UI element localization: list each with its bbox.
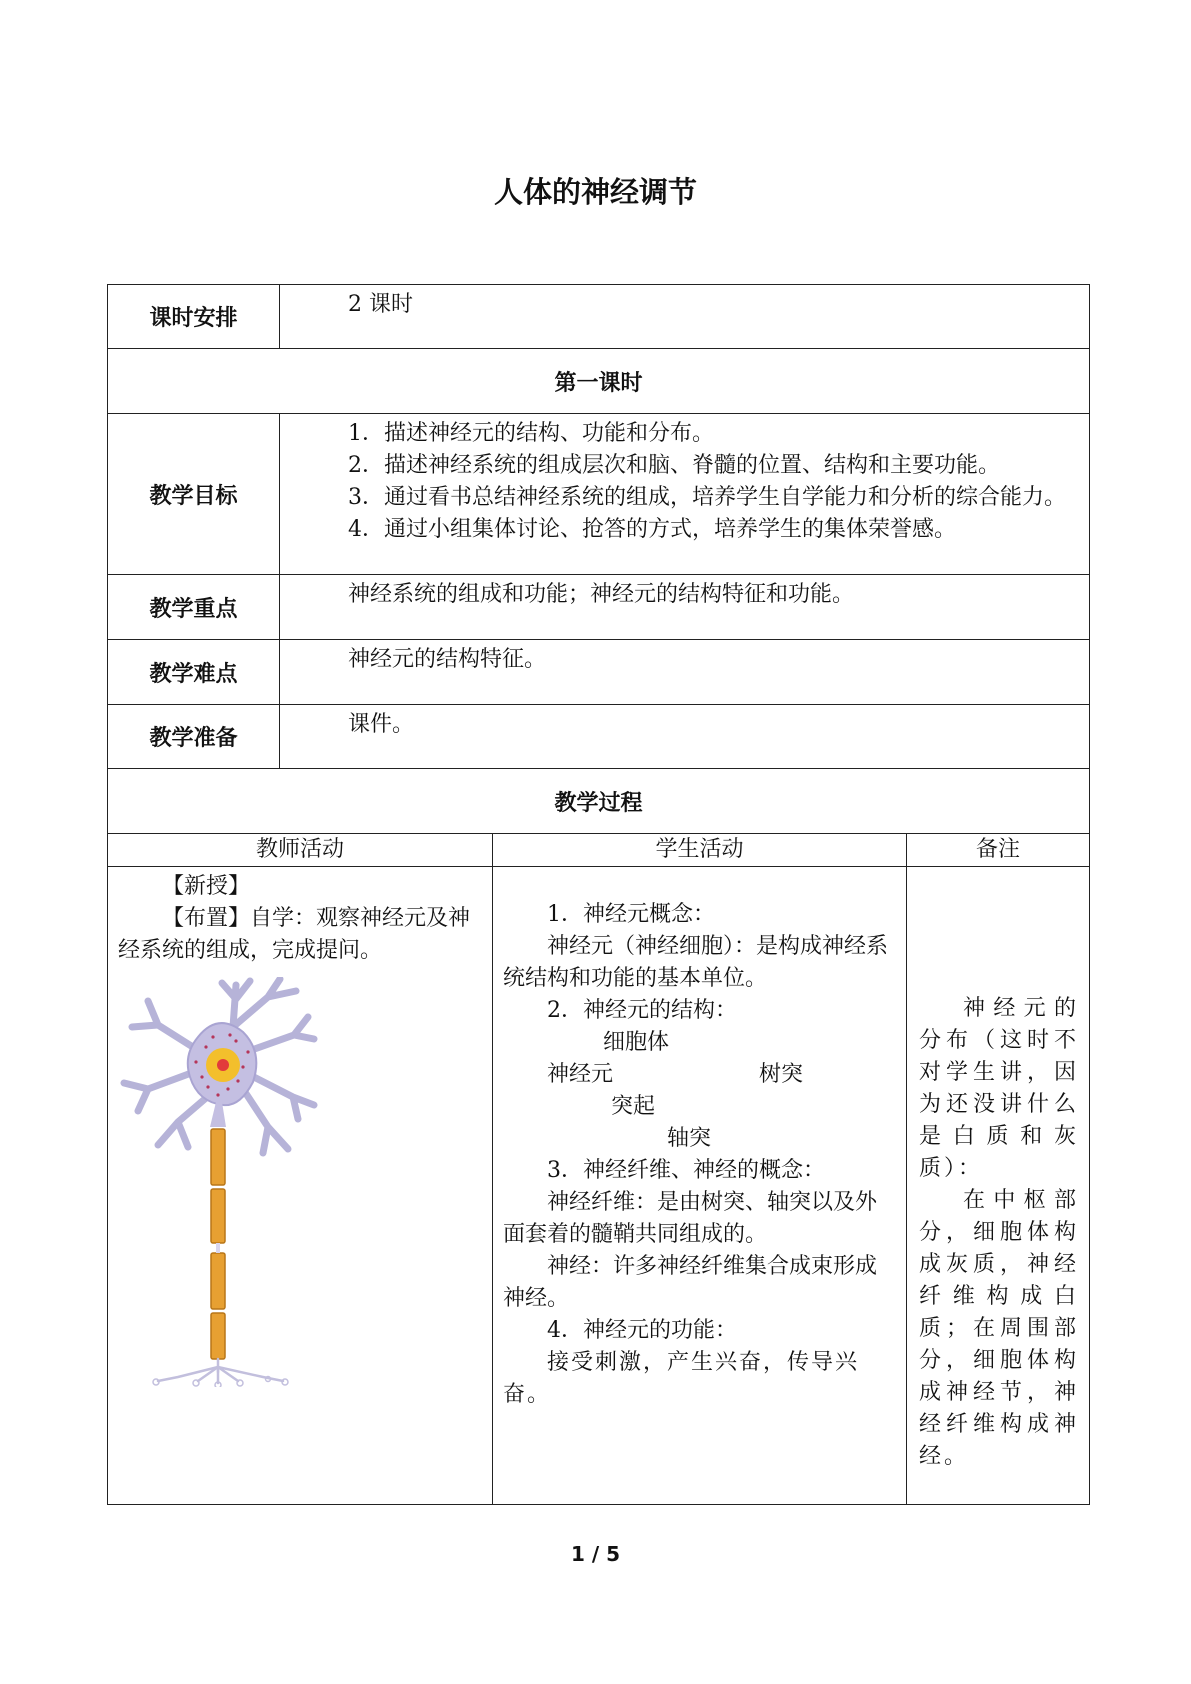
objective-item: 4．通过小组集体讨论、抢答的方式，培养学生的集体荣誉感。 [348,517,956,542]
note-line: 在中枢部分，细胞体构成灰质，神经纤维构成白质；在周围部分，细胞体构成神经节，神经纤维构成神经。 [919,1188,1080,1469]
neuron-illustration [118,977,318,1387]
activity-row [108,867,1090,1505]
structure-line [503,1059,896,1091]
process-heading: 教学过程 [108,769,1090,834]
key-points-value: 神经系统的组成和功能；神经元的结构特征和功能。 [348,582,855,607]
preparation-row [108,705,1090,769]
student-line: 神经纤维：是由树突、轴突以及外面套着的髓鞘共同组成的。 [503,1190,878,1247]
objective-item: 3．通过看书总结神经系统的组成，培养学生自学能力和分析的综合能力。 [348,485,1066,510]
preparation-value: 课件。 [348,712,415,737]
student-line: 神经：许多神经纤维集合成束形成神经。 [503,1254,878,1311]
key-points-label: 教学重点 [108,575,280,640]
difficulties-row [108,640,1090,705]
student-line: 3．神经纤维、神经的概念： [547,1158,825,1183]
schedule-value: 2 课时 [348,292,413,317]
note-line: 神经元的分布（这时不对学生讲，因为还没讲什么是白质和灰质）： [919,996,1080,1181]
student-line: 1．神经元概念： [547,902,715,927]
lesson-plan-table [107,284,1090,1505]
teacher-line: 【新授】 [162,874,251,899]
structure-dendrite-label: 树突 [759,1062,804,1087]
structure-line: 突起 [611,1094,656,1119]
objective-item: 1．描述神经元的结构、功能和分布。 [348,421,714,446]
first-lesson-row [108,349,1090,414]
student-column-header: 学生活动 [493,834,907,867]
page-title: 人体的神经调节 [493,175,697,209]
page-number: 1 / 5 [570,1542,621,1566]
student-line: 4．神经元的功能： [547,1318,737,1343]
student-activity-cell [493,867,907,1505]
notes-cell [907,867,1090,1505]
objectives-label: 教学目标 [108,414,280,575]
teacher-activity-cell [108,867,493,1505]
key-points-row [108,575,1090,640]
objectives-row [108,414,1090,575]
student-line: 神经元（神经细胞）：是构成神经系统结构和功能的基本单位。 [503,934,889,991]
teacher-column-header: 教师活动 [108,834,493,867]
structure-neuron-label: 神经元 [547,1062,614,1087]
first-lesson-heading: 第一课时 [108,349,1090,414]
teacher-line: 【布置】自学：观察神经元及神经系统的组成，完成提问。 [118,906,471,963]
schedule-label: 课时安排 [108,285,280,349]
schedule-row [108,285,1090,349]
notes-column-header: 备注 [907,834,1090,867]
process-row [108,769,1090,834]
preparation-label: 教学准备 [108,705,280,769]
student-line: 2．神经元的结构： [547,998,737,1023]
objective-item: 2．描述神经系统的组成层次和脑、脊髓的位置、结构和主要功能。 [348,453,1000,478]
structure-line: 轴突 [667,1126,712,1151]
structure-line: 细胞体 [603,1030,670,1055]
student-line: 接受刺激，产生兴奋，传导兴奋。 [503,1350,860,1407]
difficulties-value: 神经元的结构特征。 [348,647,547,672]
column-header-row [108,834,1090,867]
difficulties-label: 教学难点 [108,640,280,705]
